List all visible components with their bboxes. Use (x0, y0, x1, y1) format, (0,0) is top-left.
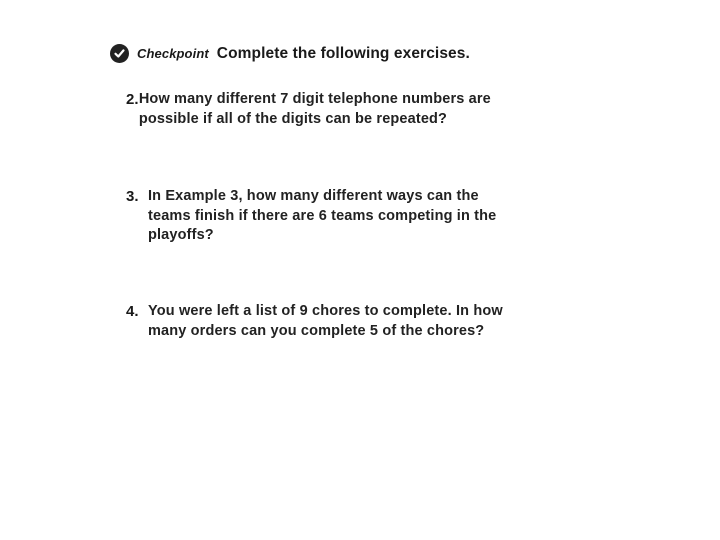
check-icon (110, 44, 129, 63)
exercise-number: 2. (126, 91, 139, 108)
exercise-text: In Example 3, how many different ways can the teams finish if there are 6 teams competing in the playoffs? (148, 188, 497, 243)
exercise-3 (126, 187, 526, 246)
exercise-number: 3. (126, 188, 139, 205)
checkpoint-label: Checkpoint (137, 46, 209, 61)
header-instruction: Complete the following exercises. (216, 44, 470, 62)
checkpoint-header (110, 44, 470, 63)
exercise-2 (126, 90, 526, 129)
exercise-text: How many different 7 digit telephone numbers are possible if all of the digits can be repeated? (138, 91, 491, 127)
exercise-4 (126, 302, 526, 341)
exercise-text: You were left a list of 9 chores to complete. In how many orders can you complete 5 of the chores? (148, 303, 503, 339)
exercise-number: 4. (126, 303, 139, 320)
